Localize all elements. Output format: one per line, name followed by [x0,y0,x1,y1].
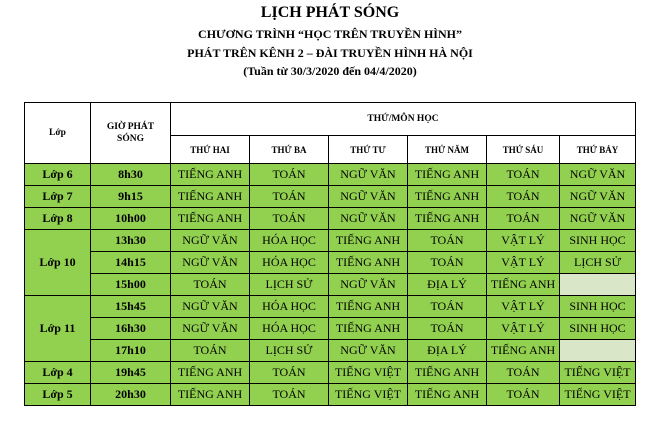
subject-cell: ĐỊA LÝ [408,340,487,362]
subject-cell: TOÁN [171,274,250,296]
day-header: THỨ SÁU [487,136,560,164]
subject-cell: SINH HỌC [560,296,636,318]
subject-cell: LỊCH SỬ [250,340,329,362]
program-name: CHƯƠNG TRÌNH “HỌC TRÊN TRUYỀN HÌNH” [198,27,462,41]
time-cell: 20h30 [91,384,171,406]
table-row [25,296,636,318]
grade-cell: Lớp 4 [25,362,91,384]
subject-cell: TIẾNG ANH [408,384,487,406]
col-header-lop: Lớp [25,103,91,164]
col-header-group: THỨ/MÔN HỌC [171,103,636,136]
time-cell: 14h15 [91,252,171,274]
empty-cell [560,340,636,362]
subject-cell: ĐỊA LÝ [408,274,487,296]
day-header: THỨ HAI [171,136,250,164]
time-cell: 13h30 [91,230,171,252]
table-row [25,208,636,230]
time-cell: 8h30 [91,164,171,186]
subject-cell: LỊCH SỬ [560,252,636,274]
subject-cell: TOÁN [487,186,560,208]
schedule-title: LỊCH PHÁT SÓNG [260,4,400,21]
grade-cell: Lớp 5 [25,384,91,406]
subject-cell: SINH HỌC [560,318,636,340]
subject-cell: TOÁN [171,340,250,362]
subject-cell: NGỮ VĂN [329,340,408,362]
subject-cell: TIẾNG ANH [408,208,487,230]
subject-cell: TIẾNG ANH [408,164,487,186]
table-row [25,274,636,296]
empty-cell [560,274,636,296]
subject-cell: NGỮ VĂN [560,164,636,186]
subject-cell: TOÁN [487,164,560,186]
subject-cell: TOÁN [250,362,329,384]
subject-cell: TIẾNG ANH [329,230,408,252]
subject-cell: TOÁN [250,208,329,230]
time-cell: 9h15 [91,186,171,208]
table-row [25,362,636,384]
day-header: THỨ TƯ [329,136,408,164]
subject-cell: NGỮ VĂN [171,296,250,318]
subject-cell: HÓA HỌC [250,296,329,318]
subject-cell: TIẾNG VIỆT [560,384,636,406]
subject-cell: HÓA HỌC [250,230,329,252]
subject-cell: TOÁN [487,362,560,384]
col-header-gio [91,103,171,164]
subject-cell: NGỮ VĂN [560,186,636,208]
grade-cell: Lớp 10 [25,230,91,296]
subject-cell: TOÁN [250,186,329,208]
subject-cell: TOÁN [250,164,329,186]
table-row [25,230,636,252]
subject-cell: TOÁN [487,384,560,406]
time-cell: 16h30 [91,318,171,340]
grade-cell: Lớp 7 [25,186,91,208]
subject-cell: TIẾNG VIỆT [560,362,636,384]
subject-cell: TIẾNG ANH [171,384,250,406]
subject-cell: TIẾNG ANH [487,340,560,362]
subject-cell: TOÁN [408,318,487,340]
day-header: THỨ BẢY [560,136,636,164]
channel-line: PHÁT TRÊN KÊNH 2 – ĐÀI TRUYỀN HÌNH HÀ NỘI [187,46,473,60]
subject-cell: NGỮ VĂN [329,274,408,296]
subject-cell: TIẾNG ANH [487,274,560,296]
subject-cell: NGỮ VĂN [171,230,250,252]
subject-cell: TIẾNG ANH [171,208,250,230]
subject-cell: NGỮ VĂN [329,208,408,230]
subject-cell: TIẾNG ANH [408,186,487,208]
header-row-top [25,103,636,136]
grade-cell: Lớp 6 [25,164,91,186]
subject-cell: VẬT LÝ [487,252,560,274]
table-row [25,384,636,406]
time-cell: 17h10 [91,340,171,362]
subject-cell: HÓA HỌC [250,252,329,274]
grade-cell: Lớp 11 [25,296,91,362]
subject-cell: TIẾNG ANH [408,362,487,384]
subject-cell: NGỮ VĂN [329,164,408,186]
subject-cell: LỊCH SỬ [250,274,329,296]
time-cell: 15h45 [91,296,171,318]
subject-cell: TIẾNG VIỆT [329,384,408,406]
table-row [25,252,636,274]
subject-cell: TIẾNG ANH [329,252,408,274]
subject-cell: VẬT LÝ [487,230,560,252]
subject-cell: NGỮ VĂN [329,186,408,208]
subject-cell: TIẾNG ANH [171,362,250,384]
grade-cell: Lớp 8 [25,208,91,230]
table-row [25,164,636,186]
subject-cell: TOÁN [408,296,487,318]
subject-cell: TIẾNG ANH [329,318,408,340]
col-header-gio-line1: GIỜ PHÁT [106,122,155,132]
day-header: THỨ NĂM [408,136,487,164]
subject-cell: HÓA HỌC [250,318,329,340]
broadcast-schedule-table [24,102,636,406]
subject-cell: NGỮ VĂN [560,208,636,230]
subject-cell: TIẾNG VIỆT [329,362,408,384]
subject-cell: SINH HỌC [560,230,636,252]
time-cell: 10h00 [91,208,171,230]
table-row [25,186,636,208]
week-range: (Tuần từ 30/3/2020 đến 04/4/2020) [243,64,417,78]
time-cell: 19h45 [91,362,171,384]
subject-cell: TOÁN [250,384,329,406]
subject-cell: VẬT LÝ [487,318,560,340]
subject-cell: TOÁN [408,252,487,274]
subject-cell: TIẾNG ANH [171,186,250,208]
subject-cell: NGỮ VĂN [171,318,250,340]
col-header-gio-line2: SÓNG [117,134,144,144]
subject-cell: VẬT LÝ [487,296,560,318]
time-cell: 15h00 [91,274,171,296]
table-row [25,340,636,362]
table-row [25,318,636,340]
subject-cell: TOÁN [408,230,487,252]
subject-cell: TIẾNG ANH [171,164,250,186]
subject-cell: TOÁN [487,208,560,230]
subject-cell: NGỮ VĂN [171,252,250,274]
subject-cell: TIẾNG ANH [329,296,408,318]
day-header: THỨ BA [250,136,329,164]
